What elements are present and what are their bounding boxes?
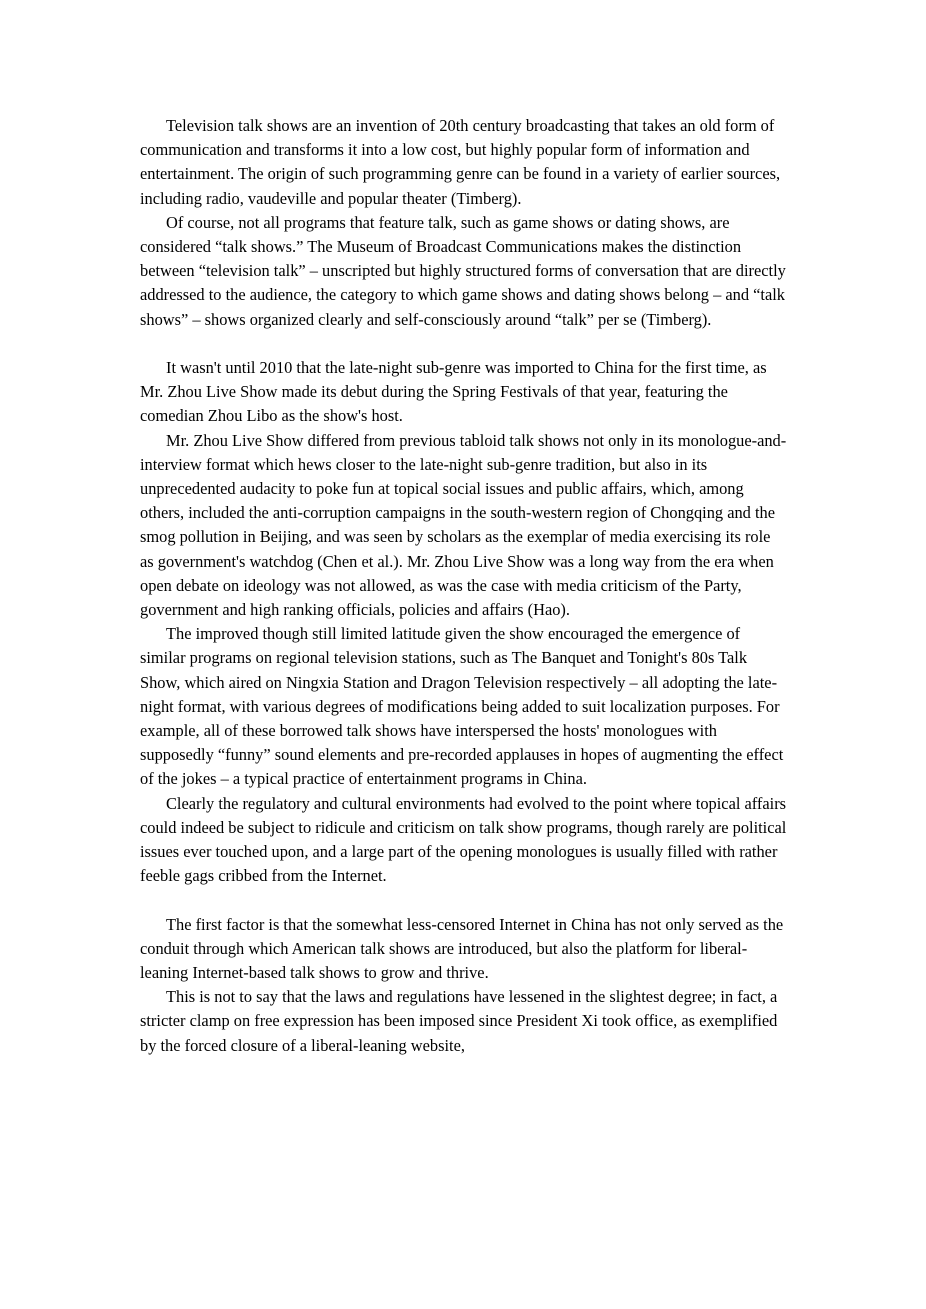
paragraph-mr-zhou-live-show: Mr. Zhou Live Show differed from previous tabloid talk shows not only in its monologue-and-interview format which hews closer to the late-night sub-genre tradition, but also in its unprecedented audacity to poke fun at topical social issues and public affairs, which, among others, included the anti-corruption campaigns in the south-western region of Chongqing and the smog pollution in Beijing, and was seen by scholars as the exemplar of media exercising its role as government's watchdog (Chen et al.). Mr. Zhou Live Show was a long way from the era when open debate on ideology was not allowed, as was the case with media criticism of the Party, government and high ranking officials, policies and affairs (Hao). bbox=[140, 430, 787, 620]
paragraph-regional-programs: The improved though still limited latitude given the show encouraged the emergence of similar programs on regional television stations, such as The Banquet and Tonight's 80s Talk Show, which aired on Ningxia Station and Dragon Television respectively – all adopting the late-night format, with various degrees of modifications being added to suit localization purposes. For example, all of these borrowed talk shows have interspersed the hosts' monologues with supposedly “funny” sound elements and pre-recorded applauses in hopes of augmenting the effect of the jokes – a typical practice of entertainment programs in China. bbox=[140, 624, 784, 789]
paragraph-gap bbox=[140, 888, 788, 912]
paragraph-gap bbox=[140, 332, 788, 356]
paragraph-china-import: It wasn't until 2010 that the late-night sub-genre was imported to China for the first time, as Mr. Zhou Live Show made its debut during the Spring Festivals of that year, featuring the comedian Zhou Libo as the show's host. bbox=[140, 358, 767, 426]
document-body bbox=[140, 114, 788, 1058]
paragraph-regulatory-environment: Clearly the regulatory and cultural environments had evolved to the point where topical affairs could indeed be subject to ridicule and criticism on talk show programs, though rarely are political issues ever touched upon, and a large part of the opening monologues is usually filled with rather feeble gags cribbed from the Internet. bbox=[140, 793, 787, 886]
paragraph-internet-factor: The first factor is that the somewhat less-censored Internet in China has not only served as the conduit through which American talk shows are introduced, but also the platform for liberal-leaning Internet-based talk shows to grow and thrive. bbox=[140, 914, 784, 983]
paragraph-regulations: This is not to say that the laws and regulations have lessened in the slightest degree; in fact, a stricter clamp on free expression has been imposed since President Xi took office, as exemplified by the forced closure of a liberal-leaning website, bbox=[140, 987, 778, 1055]
paragraph-talk-show-definition: Of course, not all programs that feature talk, such as game shows or dating shows, are considered “talk shows.” The Museum of Broadcast Communications makes the distinction between “television talk” – unscripted but highly structured forms of conversation that are directly addressed to the audience, the category to which game shows and dating shows belong – and “talk shows” – shows organized clearly and self-consciously around “talk” per se (Timberg). bbox=[140, 212, 786, 329]
paragraph-talk-show-origin: Television talk shows are an invention of 20th century broadcasting that takes an old form of communication and transforms it into a low cost, but highly popular form of information and entertainment. The origin of such programming genre can be found in a variety of earlier sources, including radio, vaudeville and popular theater (Timberg). bbox=[140, 116, 781, 208]
